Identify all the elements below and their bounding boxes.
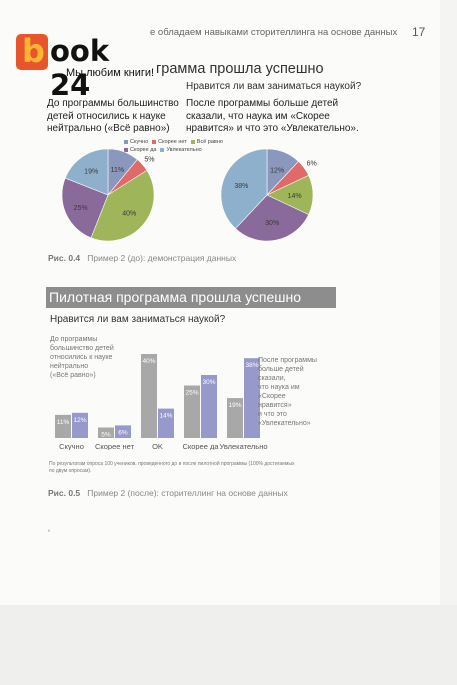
legend-item	[152, 138, 187, 146]
stray-mark: ‘	[48, 528, 50, 538]
pie-data-label: 30%	[265, 220, 280, 228]
figure-caption-0-4	[48, 253, 236, 263]
pie-data-label: 40%	[122, 210, 137, 218]
note-line: «Увлекательно»	[258, 420, 311, 427]
category-label: OK	[152, 442, 163, 450]
note-line: и что это	[258, 411, 287, 418]
category-label: Скучно	[59, 442, 84, 450]
legend-swatch	[124, 140, 128, 144]
legend-swatch	[191, 140, 195, 144]
bar-data-label: 38%	[245, 362, 259, 370]
bar	[141, 354, 157, 438]
legend-item	[124, 138, 148, 146]
bar-data-label: 40%	[142, 358, 156, 365]
legend-label: Скучно	[130, 139, 149, 145]
figure-caption-0-5	[48, 488, 288, 498]
page-background	[0, 605, 457, 685]
logo-b-icon	[16, 34, 48, 70]
pie-data-label: 14%	[287, 193, 302, 200]
note-line: относились к науке	[50, 354, 113, 361]
bar-data-label: 11%	[56, 418, 70, 426]
category-label: Скорее нет	[94, 442, 135, 450]
pie-data-label: 5%	[144, 156, 155, 164]
pie-chart-before	[53, 147, 165, 247]
category-label: Скорее да	[182, 442, 219, 450]
bar-data-label: 25%	[185, 389, 199, 397]
section2-banner: Пилотная программа прошла успешно	[46, 287, 336, 308]
section1-subtitle: Нравится ли вам заниматься наукой?	[186, 81, 362, 92]
before-note	[50, 335, 114, 380]
pie-data-label: 25%	[73, 204, 88, 212]
legend-label: Скорее да	[130, 147, 157, 153]
page-number: 17	[412, 25, 426, 39]
pie-data-label: 12%	[270, 167, 285, 175]
bar-data-label: 5%	[101, 431, 111, 439]
note-line: что наука им	[258, 384, 300, 391]
bar-data-label: 6%	[118, 429, 128, 437]
caption-text: Пример 2 (до): демонстрация данных	[87, 253, 237, 263]
legend-label: Скорее нет	[158, 139, 187, 145]
running-header: е обладаем навыками сторителлинга на основе данных	[150, 27, 398, 38]
caption-text: Пример 2 (после): сторителлинг на основе данных	[87, 488, 288, 498]
bar-data-label: 12%	[73, 416, 87, 424]
pie-data-label: 11%	[110, 167, 125, 175]
note-line: («Всё равно»)	[50, 372, 96, 379]
legend-item	[191, 138, 223, 146]
after-text: После программы больше детей сказали, что наука им «Скорее нравится» и что это «Увлекательно».	[186, 98, 359, 134]
note-line: больше детей	[258, 366, 304, 373]
bar-data-label: 19%	[228, 402, 242, 410]
section2-subtitle: Нравится ли вам заниматься наукой?	[50, 314, 226, 325]
note-line: нейтрально	[50, 363, 89, 370]
bar-data-label: 30%	[202, 379, 216, 386]
pie-data-label: 19%	[84, 168, 99, 176]
pie-chart-after	[212, 147, 324, 247]
note-line: «Скорее	[258, 393, 286, 400]
caption-number: Рис. 0.5	[48, 488, 81, 498]
bar-data-label: 14%	[159, 412, 173, 420]
note-line: сказали,	[258, 375, 286, 382]
legend-label: Всё равно	[196, 139, 223, 145]
logo-slogan: Мы любим книги!	[66, 67, 155, 79]
after-note	[258, 356, 317, 428]
legend-item	[160, 146, 201, 154]
caption-number: Рис. 0.4	[48, 253, 81, 263]
legend-label: Увлекательно	[166, 147, 202, 153]
section1-title: грамма прошла успешно	[156, 61, 324, 77]
pie-data-label: 6%	[306, 160, 317, 168]
logo-b-letter: b	[22, 32, 45, 70]
legend-swatch	[152, 140, 156, 144]
note-line: большинство детей	[50, 345, 114, 352]
note-line: нравится»	[258, 402, 292, 409]
before-text: До программы большинство детей относились к науке нейтрально («Всё равно»)	[47, 98, 179, 134]
note-line: До программы	[50, 336, 98, 343]
pie-data-label: 38%	[234, 182, 249, 190]
logo-name: ook 24	[50, 34, 110, 102]
category-label: Увлекательно	[219, 442, 268, 450]
footnote: По результатам опроса 100 учеников, проведенного до и после пилотной программы (100% достигаемых по двум опросам).	[49, 461, 295, 474]
note-line: После программы	[258, 357, 317, 364]
